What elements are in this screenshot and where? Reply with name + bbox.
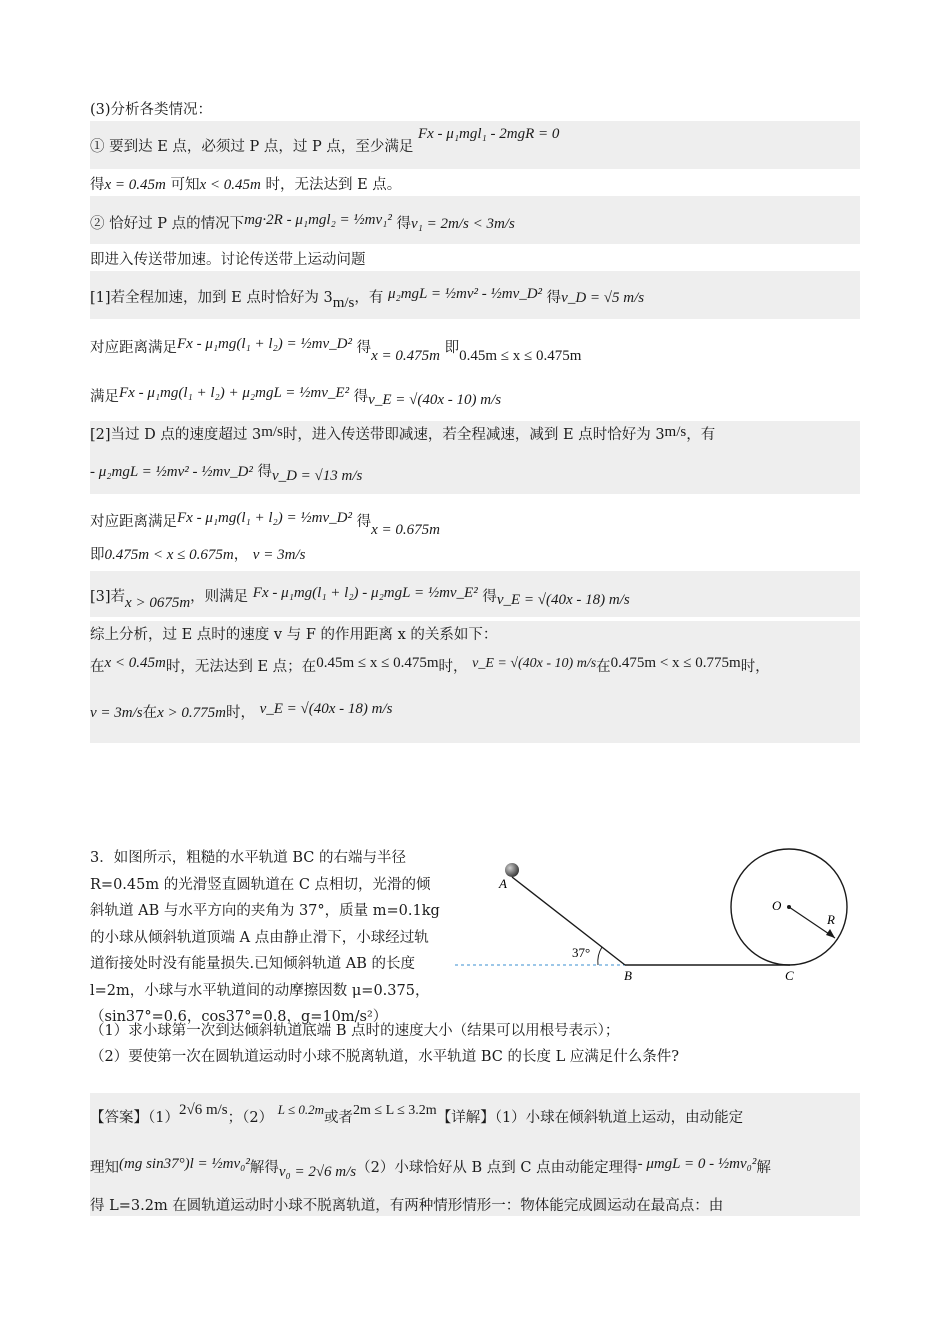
center-point <box>787 905 791 909</box>
equation: Fx - μ₁mg(l₁ + l₂) = ½mv_D² <box>177 336 352 352</box>
equation: v_E = √(40x - 10) m/s <box>472 656 597 671</box>
question-3-body: 3．如图所示，粗糙的水平轨道 BC 的右端与半径 R=0.45m 的光滑竖直圆轨道在 C 点相切，光滑的倾斜轨道 AB 与水平方向的夹角为 37°，质量 m=0.1kg 的小球从倾斜轨道顶端 A 点由静止滑下，小球经过轨道衔接处时没有能量损失.已知倾斜轨道 AB 的长度 l=2m，小球与水平轨道间的动摩擦因数 μ=0.375，（sin37°=0.6，cos37°=0.8，g=10m/s²） <box>90 850 440 1025</box>
k2-line: [2]当过 D 点的速度超过 3m/s时，进入传送带即减速，若全程减速，减到 E 点时恰好为 3m/s，有 <box>90 424 716 443</box>
answer-line-1: 【答案】（1）2√6 m/s；（2） L ≤ 0.2m或者2m ≤ L ≤ 3.2m【详解】（1）小球在倾斜轨道上运动，由动能定 <box>90 1102 744 1126</box>
label-b: B <box>624 968 632 983</box>
summary-heading: 综上分析，过 E 点时的速度 v 与 F 的作用距离 x 的关系如下： <box>90 627 498 643</box>
label-o: O <box>772 898 782 913</box>
label-a: A <box>499 876 507 891</box>
equation: 0.45m ≤ x ≤ 0.475m <box>316 655 439 671</box>
question-3-sub1: （1）求小球第一次到达倾斜轨道底端 B 点时的速度大小（结果可以用根号表示）； <box>90 1023 620 1039</box>
angle-arc <box>598 947 602 965</box>
incline-ab <box>512 877 625 965</box>
k2-eq-line: - μ₂mgL = ½mv² - ½mv_D² 得v_D = √13 m/s <box>90 464 363 484</box>
equation: 0.45m ≤ x ≤ 0.475m <box>459 348 582 364</box>
label-c: C <box>785 968 794 983</box>
label-angle: 37° <box>572 945 591 960</box>
k3-line: [3]若x > 0675m，则满足 Fx - μ₁mg(l₁ + l₂) - μ₂mgL = ½mv_E² 得v_E = √(40x - 18) m/s <box>90 585 630 611</box>
equation: x = 0.475m <box>371 348 440 364</box>
d1-line: 对应距离满足Fx - μ₁mg(l₁ + l₂) = ½mv_D² 得x = 0.475m 即0.45m ≤ x ≤ 0.475m <box>90 336 582 364</box>
equation: x = 0.675m <box>371 522 440 538</box>
answer-line-2: 理知(mg sin37°)l = ½mv₀²解得v₀ = 2√6 m/s（2）小球恰好从 B 点到 C 点由动能定理得- μmgL = 0 - ½mv₀²解 <box>90 1156 771 1180</box>
equation: mg·2R - μ₁mgl₂ = ½mv₁² <box>244 212 392 228</box>
equation: Fx - μ₁mgl₁ - 2mgR = 0 <box>417 126 560 142</box>
equation: v_E = √(40x - 18) m/s <box>259 701 393 717</box>
section-heading: (3)分析各类情况： <box>90 102 213 118</box>
question-3-sub2: （2）要使第一次在圆轨道运动时小球不脱离轨道，水平轨道 BC 的长度 L 应满足什么条件? <box>90 1049 680 1065</box>
equation: x > 0.775m <box>157 705 226 721</box>
summary-line-2: v = 3m/s在x > 0.775m时， v_E = √(40x - 18) m/s <box>90 701 393 721</box>
label-r: R <box>827 912 835 927</box>
equation: 0.475m < x ≤ 0.675m <box>104 547 234 563</box>
equation: v = 3m/s <box>252 547 306 563</box>
case1-line: ① 要到达 E 点，必须过 P 点，过 P 点，至少满足 Fx - μ₁mgl₁ - 2mgR = 0 <box>90 126 560 155</box>
equation: Fx - μ₁mg(l₁ + l₂) = ½mv_D² <box>177 510 352 526</box>
answer-line-3: 得 L=3.2m 在圆轨道运动时小球不脱离轨道，有两种情形情形一：物体能完成圆运动在最高点：由 <box>90 1198 724 1214</box>
s1-line: 满足Fx - μ₁mg(l₁ + l₂) + μ₂mgL = ½mv_E² 得v_E = √(40x - 10) m/s <box>90 385 502 408</box>
equation: Fx - μ₁mg(l₁ + l₂) + μ₂mgL = ½mv_E² <box>119 385 350 401</box>
track-figure <box>455 838 860 988</box>
equation: v_E = √(40x - 18) m/s <box>496 592 630 608</box>
ball <box>505 863 519 877</box>
equation: x = 0.45m <box>104 177 166 193</box>
equation: x < 0.45m <box>104 655 166 671</box>
equation: 2√6 m/s <box>178 1102 228 1118</box>
equation: μ₂mgL = ½mv² - ½mv_D² <box>387 286 543 302</box>
equation: x > 0675m <box>125 595 191 611</box>
radius-arrowhead <box>826 929 835 938</box>
equation: v_D = √5 m/s <box>561 290 645 306</box>
equation: x < 0.45m <box>199 177 261 193</box>
equation: v₁ = 2m/s < 3m/s <box>410 216 515 232</box>
equation: v_E = √(40x - 10) m/s <box>368 392 502 408</box>
equation: (mg sin37°)l = ½mv₀² <box>119 1156 250 1172</box>
equation: 0.475m < x ≤ 0.775m <box>610 655 741 671</box>
r2-line: 即0.475m < x ≤ 0.675m， v = 3m/s <box>90 547 306 563</box>
summary-line-1: 在x < 0.45m时，无法达到 E 点；在0.45m ≤ x ≤ 0.475m时， v_E = √(40x - 10) m/s在0.475m < x ≤ 0.775m时， <box>90 655 770 675</box>
equation: v = 3m/s <box>90 705 143 721</box>
case2-line: ② 恰好过 P 点的情况下mg·2R - μ₁mgl₂ = ½mv₁² 得v₁ = 2m/s < 3m/s <box>90 212 515 232</box>
equation: Fx - μ₁mg(l₁ + l₂) - μ₂mgL = ½mv_E² <box>252 585 478 601</box>
equation: v₀ = 2√6 m/s <box>278 1164 357 1180</box>
equation: 2m ≤ L ≤ 3.2m <box>353 1103 437 1118</box>
belt-line: 即进入传送带加速。讨论传送带上运动问题 <box>90 252 366 268</box>
case1-result-line: 得x = 0.45m 可知x < 0.45m 时，无法达到 E 点。 <box>90 177 402 193</box>
equation: - μmgL = 0 - ½mv₀² <box>637 1156 757 1172</box>
k1-line: [1]若全程加速，加到 E 点时恰好为 3m/s，有 μ₂mgL = ½mv² - ½mv_D² 得v_D = √5 m/s <box>90 286 645 311</box>
equation: - μ₂mgL = ½mv² - ½mv_D² <box>90 464 253 480</box>
d2-line: 对应距离满足Fx - μ₁mg(l₁ + l₂) = ½mv_D² 得x = 0.675m <box>90 510 440 538</box>
equation: L ≤ 0.2m <box>277 1102 325 1117</box>
equation: v_D = √13 m/s <box>271 468 363 484</box>
